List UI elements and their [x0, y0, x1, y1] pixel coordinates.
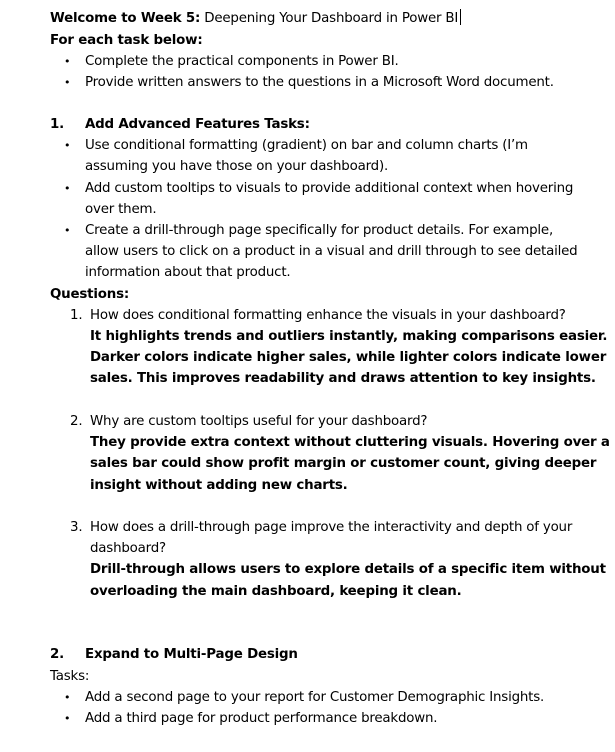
questions-heading: Questions:	[50, 287, 130, 302]
section2-bullet-1: Add a second page to your report for Customer Demographic Insights.	[85, 690, 545, 705]
answer-2-line-2: sales bar could show profit margin or customer count, giving deeper	[90, 456, 597, 471]
section1-bullet-1-line-1: Use conditional formatting (gradient) on bar and column charts (I’m	[85, 138, 528, 153]
bullet-icon: •	[64, 139, 71, 152]
section2-number: 2.	[50, 647, 65, 662]
bullet-icon: •	[64, 55, 71, 68]
section1-bullet-2-line-2: over them.	[85, 202, 157, 217]
section1-bullet-3-line-2: allow users to click on a product in a visual and drill through to see detailed	[85, 244, 578, 259]
section1-bullet-3-line-3: information about that product.	[85, 265, 291, 280]
question-2-text: Why are custom tooltips useful for your dashboard?	[90, 414, 428, 429]
intro-bullet-1: Complete the practical components in Power BI.	[85, 54, 399, 69]
question-3-text-line-1: How does a drill-through page improve the interactivity and depth of your	[90, 520, 573, 535]
section2-heading: Expand to Multi-Page Design	[85, 647, 298, 662]
section1-bullet-3-line-1: Create a drill-through page specifically for product details. For example,	[85, 223, 554, 238]
question-2-number: 2.	[70, 414, 83, 429]
answer-2-line-1: They provide extra context without cluttering visuals. Hovering over a	[90, 435, 610, 450]
bullet-icon: •	[64, 691, 71, 704]
question-1-text: How does conditional formatting enhance the visuals in your dashboard?	[90, 308, 566, 323]
section1-bullet-1-line-2: assuming you have those on your dashboard).	[85, 159, 389, 174]
section2-tasks-label: Tasks:	[50, 669, 90, 684]
answer-1-line-3: sales. This improves readability and draws attention to key insights.	[90, 371, 596, 386]
question-3-text-line-2: dashboard?	[90, 541, 166, 556]
question-3-number: 3.	[70, 520, 83, 535]
section2-bullet-2: Add a third page for product performance breakdown.	[85, 711, 438, 726]
title-bold: Welcome to Week 5:	[50, 11, 201, 26]
title-rest: Deepening Your Dashboard in Power BI	[200, 11, 459, 26]
bullet-icon: •	[64, 182, 71, 195]
answer-1-line-1: It highlights trends and outliers instantly, making comparisons easier.	[90, 329, 608, 344]
section1-bullet-2-line-1: Add custom tooltips to visuals to provide additional context when hovering	[85, 181, 574, 196]
bullet-icon: •	[64, 76, 71, 89]
bullet-icon: •	[64, 712, 71, 725]
answer-1-line-2: Darker colors indicate higher sales, while lighter colors indicate lower	[90, 350, 607, 365]
intro-heading: For each task below:	[50, 33, 203, 48]
answer-3-line-2: overloading the main dashboard, keeping it clean.	[90, 584, 462, 599]
question-1-number: 1.	[70, 308, 83, 323]
answer-3-line-1: Drill-through allows users to explore details of a specific item without	[90, 562, 606, 577]
bullet-icon: •	[64, 224, 71, 237]
text-cursor	[460, 9, 461, 25]
answer-2-line-3: insight without adding new charts.	[90, 478, 348, 493]
section1-number: 1.	[50, 117, 65, 132]
document-title	[50, 8, 461, 29]
section1-heading: Add Advanced Features Tasks:	[85, 117, 310, 132]
intro-bullet-2: Provide written answers to the questions in a Microsoft Word document.	[85, 75, 554, 90]
